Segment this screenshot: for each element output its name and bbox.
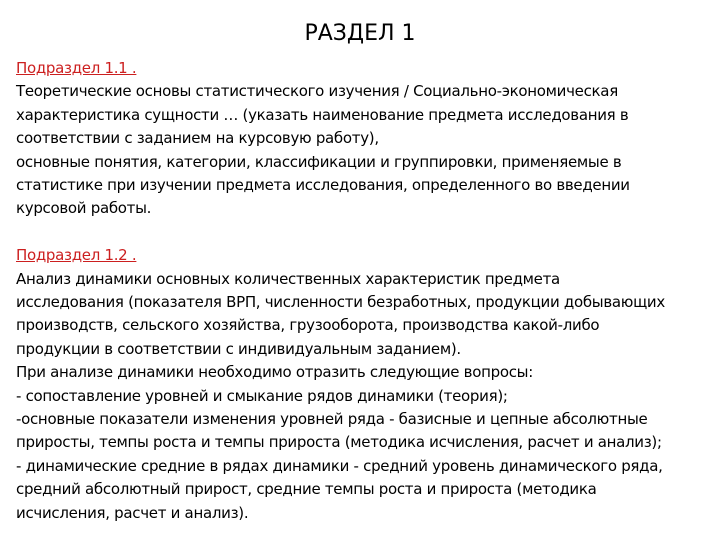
section1-line: характеристика сущности … (указать наименование предмета исследования в xyxy=(16,105,629,124)
section2-line: исследования (показателя ВРП, численности безработных, продукции добывающих xyxy=(16,293,665,312)
section1-line: соответствии с заданием на курсовую работу), xyxy=(16,129,379,148)
section1-line: курсовой работы. xyxy=(16,199,152,218)
section2-line: исчисления, расчет и анализ). xyxy=(16,503,249,522)
section2-line: - сопоставление уровней и смыкание рядов динамики (теория); xyxy=(16,386,508,405)
section2-line: средний абсолютный прирост, средние темпы роста и прироста (методика xyxy=(16,480,597,499)
section1-line: статистике при изучении предмета исследования, определенного во введении xyxy=(16,176,630,195)
section2-line: Анализ динамики основных количественных характеристик предмета xyxy=(16,269,560,288)
content-body xyxy=(16,57,712,525)
subsection-1-1-heading: Подраздел 1.1 . xyxy=(16,59,137,77)
slide-title: РАЗДЕЛ 1 xyxy=(304,21,416,46)
section2-line: - динамические средние в рядах динамики - средний уровень динамического ряда, xyxy=(16,456,663,475)
subsection-1-2-heading: Подраздел 1.2 . xyxy=(16,246,137,265)
section2-line: продукции в соответствии с индивидуальным заданием). xyxy=(16,339,461,358)
section1-line: Теоретические основы статистического изучения / Социально-экономическая xyxy=(16,82,618,101)
section1-line: основные понятия, категории, классификации и группировки, применяемые в xyxy=(16,152,622,171)
section2-line: приросты, темпы роста и темпы прироста (методика исчисления, расчет и анализ); xyxy=(16,433,662,452)
section2-line: -основные показатели изменения уровней ряда - базисные и цепные абсолютные xyxy=(16,410,648,429)
paragraph-gap xyxy=(16,221,712,244)
section2-line: При анализе динамики необходимо отразить следующие вопросы: xyxy=(16,363,533,382)
section2-line: производств, сельского хозяйства, грузооборота, производства какой-либо xyxy=(16,316,600,335)
